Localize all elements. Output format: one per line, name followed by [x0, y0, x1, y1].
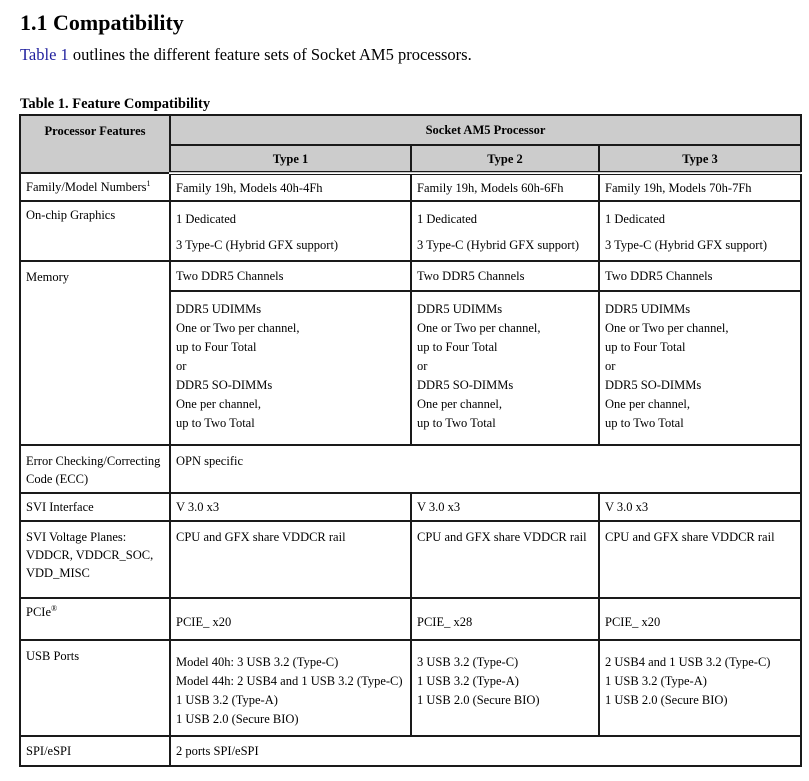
cell: 3 USB 3.2 (Type-C) 1 USB 3.2 (Type-A) 1 USB 2.0 (Secure BIO)	[411, 640, 599, 736]
table-row	[20, 261, 801, 291]
table-row	[20, 173, 801, 201]
row-label-usb: USB Ports	[20, 640, 170, 736]
row-label-svi-planes: SVI Voltage Planes: VDDCR, VDDCR_SOC, VDD_MISC	[20, 521, 170, 598]
row-label-svi-interface: SVI Interface	[20, 493, 170, 521]
cell: 1 Dedicated 3 Type-C (Hybrid GFX support)	[599, 201, 801, 261]
table-row	[20, 201, 801, 261]
cell: DDR5 UDIMMs One or Two per channel, up to Four Total or DDR5 SO-DIMMs One per channel, up to Two Total	[411, 291, 599, 445]
row-label-pcie: PCIe®	[20, 598, 170, 640]
cell: CPU and GFX share VDDCR rail	[411, 521, 599, 598]
row-label-memory: Memory	[20, 261, 170, 445]
cell: 1 Dedicated 3 Type-C (Hybrid GFX support)	[170, 201, 411, 261]
row-label-ecc: Error Checking/Correcting Code (ECC)	[20, 445, 170, 493]
cell: PCIE_ x28	[411, 598, 599, 640]
registered-mark: ®	[51, 604, 58, 613]
header-socket-am5: Socket AM5 Processor	[170, 115, 801, 145]
footnote-marker: 1	[146, 179, 151, 188]
cell: OPN specific	[170, 445, 801, 493]
cell: V 3.0 x3	[170, 493, 411, 521]
cell: Two DDR5 Channels	[411, 261, 599, 291]
cell: DDR5 UDIMMs One or Two per channel, up to Four Total or DDR5 SO-DIMMs One per channel, up to Two Total	[599, 291, 801, 445]
row-label-family: Family/Model Numbers$^1$	[20, 173, 170, 201]
caption-dot: .	[65, 96, 69, 112]
header-type-2: Type 2	[411, 145, 599, 173]
cell: V 3.0 x3	[599, 493, 801, 521]
cell: Family 19h, Models 70h-7Fh	[599, 173, 801, 201]
cell: Model 40h: 3 USB 3.2 (Type-C) Model 44h: 2 USB4 and 1 USB 3.2 (Type-C) 1 USB 3.2 (Type-A) 1 USB 2.0 (Secure BIO)	[170, 640, 411, 736]
cell: V 3.0 x3	[411, 493, 599, 521]
table-caption	[20, 96, 210, 113]
intro-text: outlines the different feature sets of Socket AM5 processors.	[68, 45, 472, 64]
cell: PCIE_ x20	[599, 598, 801, 640]
intro-paragraph	[20, 45, 472, 65]
row-label-graphics: On-chip Graphics	[20, 201, 170, 261]
header-type-1: Type 1	[170, 145, 411, 173]
header-type-3: Type 3	[599, 145, 801, 173]
table-row	[20, 445, 801, 493]
table-row	[20, 521, 801, 598]
cell: CPU and GFX share VDDCR rail	[170, 521, 411, 598]
cell: Two DDR5 Channels	[170, 261, 411, 291]
header-processor-features: Processor Features	[20, 115, 170, 173]
cell: Two DDR5 Channels	[599, 261, 801, 291]
cell: Family 19h, Models 60h-6Fh	[411, 173, 599, 201]
cell: PCIE_ x20	[170, 598, 411, 640]
cell: CPU and GFX share VDDCR rail	[599, 521, 801, 598]
row-label-spi: SPI/eSPI	[20, 736, 170, 766]
table-row	[20, 493, 801, 521]
feature-compatibility-table	[19, 114, 802, 767]
table-row	[20, 736, 801, 766]
caption-prefix: Table 1	[20, 96, 65, 112]
caption-title: Feature Compatibility	[68, 96, 211, 112]
cell: 2 ports SPI/eSPI	[170, 736, 801, 766]
cell: DDR5 UDIMMs One or Two per channel, up to Four Total or DDR5 SO-DIMMs One per channel, up to Two Total	[170, 291, 411, 445]
table-row	[20, 598, 801, 640]
cell: 1 Dedicated 3 Type-C (Hybrid GFX support)	[411, 201, 599, 261]
table-1-link[interactable]: Table 1	[20, 45, 69, 64]
section-heading: 1.1 Compatibility	[20, 10, 184, 35]
table-row	[20, 640, 801, 736]
cell: 2 USB4 and 1 USB 3.2 (Type-C) 1 USB 3.2 (Type-A) 1 USB 2.0 (Secure BIO)	[599, 640, 801, 736]
cell: Family 19h, Models 40h-4Fh	[170, 173, 411, 201]
